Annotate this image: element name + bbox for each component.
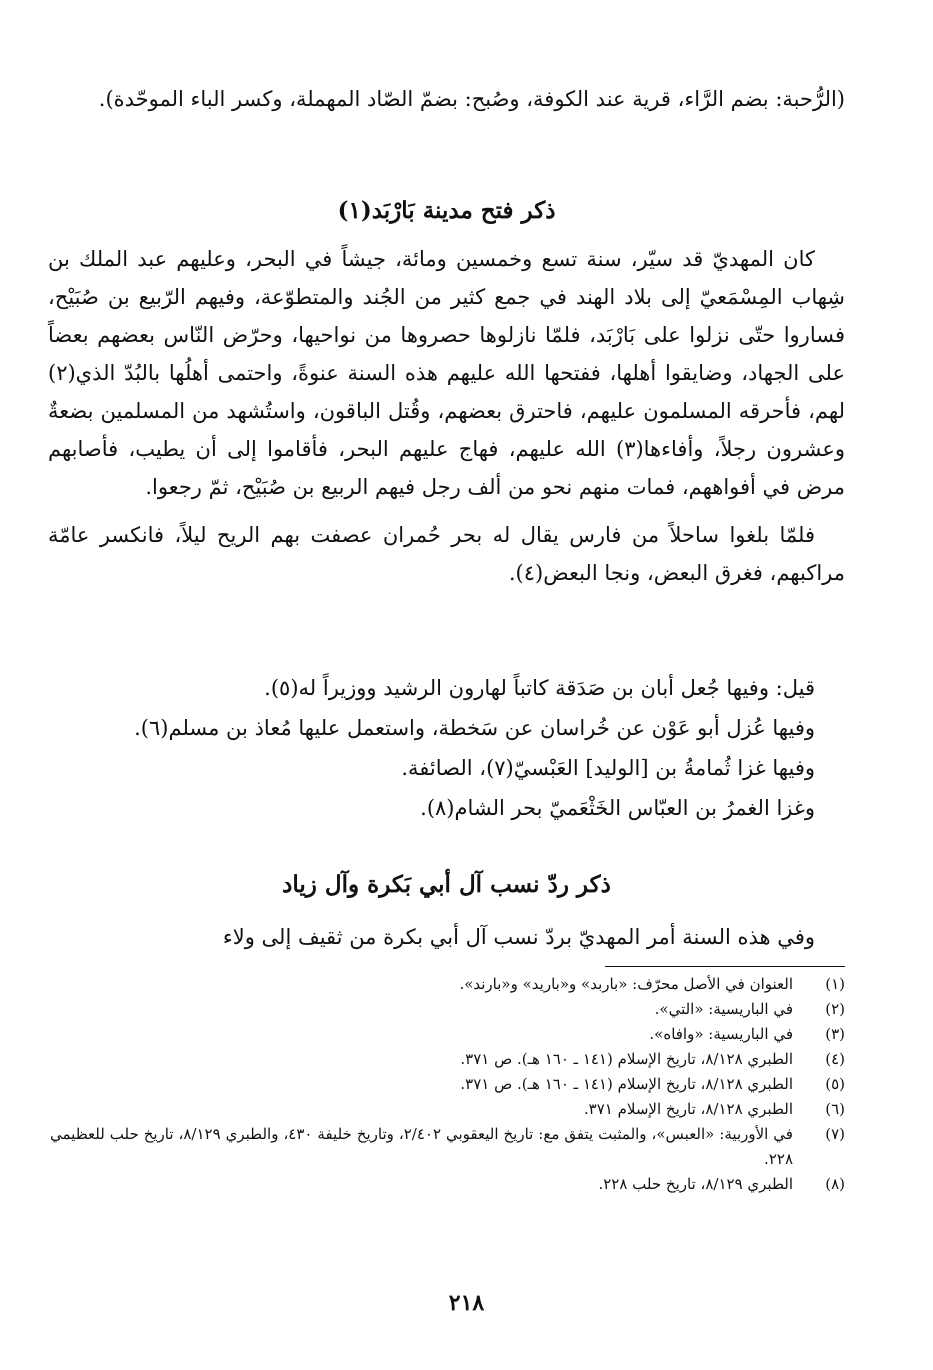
footnote <box>50 1172 845 1197</box>
footnote-number: (٨) <box>825 1175 845 1193</box>
section-heading-barbad: ذكر فتح مدينة بَارْبَد(١) <box>337 197 556 224</box>
paragraph: وفي هذه السنة أمر المهديّ بردّ نسب آل أبي بكرة من ثقيف إلى ولاء <box>222 925 815 949</box>
paragraph: كان المهديّ قد سيّر، سنة تسع وخمسين ومائة، جيشاً في البحر، وعليهم عبد الملك بن شِهاب المِسْمَعيّ إلى بلاد الهند في جمع كثير من الجُند والمتطوّعة، وفيهم الرّبيع بن صُبَيْح، فساروا حتّى نزلوا على بَارْبَد، فلمّا نازلوها حصروها من نواحيها، وحرّض النّاس بعضهم بعضاً على الجهاد، وضايقوا أهلها، ففتحها الله عليهم هذه السنة عنوةً، واحتمى أهلُها بالبُدّ الذي(٢) لهم، فأحرقه المسلمون عليهم، فاحترق بعضهم، وقُتل الباقون، واستُشهد من المسلمين بضعةٌ وعشرون رجلاً، وأفاءها(٣) الله عليهم، فهاج عليهم البحر، فأقاموا إلى أن يطيب، فأصابهم مرض في أفواههم، فمات منهم نحو من ألف رجل فيهم الربيع بن صُبَيْح، ثمّ رجعوا. <box>48 247 845 499</box>
footnote <box>50 1122 845 1172</box>
footnote <box>50 972 845 997</box>
section-body-lineage <box>48 918 845 956</box>
footnote-text: الطبري ٨/١٢٨، تاريخ الإسلام (١٤١ ـ ١٦٠ هـ). ص ٣٧١. <box>460 1075 793 1093</box>
event-line: قيل: وفيها جُعل أبان بن صَدَقة كاتباً لهارون الرشيد ووزيراً له(٥). <box>264 676 815 700</box>
events-list <box>48 668 845 828</box>
footnotes <box>50 972 845 1197</box>
footnote-text: الطبري ٨/١٢٨، تاريخ الإسلام ٣٧١. <box>583 1100 793 1118</box>
footnote-number: (٥) <box>825 1075 845 1093</box>
page-number: ٢١٨ <box>448 1290 485 1316</box>
footnote <box>50 1072 845 1097</box>
event-line: وفيها غزا ثُمامةُ بن [الوليد] العَبْسيّ(٧)، الصائفة. <box>401 756 815 780</box>
footnote-number: (٧) <box>825 1125 845 1143</box>
footnote-text: في الأوربية: «العبس»، والمثبت يتفق مع: تاريخ اليعقوبي ٢/٤٠٢، وتاريخ خليفة ٤٣٠، والطبري ٨/١٢٩، تاريخ حلب للعظيمي ٢٢٨. <box>50 1125 793 1168</box>
footnote-text: العنوان في الأصل محرّف: «باربد» و«باريد» و«بارند». <box>459 975 793 993</box>
paragraph: فلمّا بلغوا ساحلاً من فارس يقال له بحر حُمران عصفت بهم الريح ليلاً، فانكسر عامّة مراكبهم، فغرق البعض، ونجا البعض(٤). <box>48 523 845 585</box>
footnote-text: الطبري ٨/١٢٩، تاريخ حلب ٢٢٨. <box>598 1175 793 1193</box>
footnote-number: (٣) <box>825 1025 845 1043</box>
event-line: وغزا الغمرُ بن العبّاس الخَثْعَميّ بحر الشام(٨). <box>420 796 815 820</box>
footnote-number: (٤) <box>825 1050 845 1068</box>
intro-text: (الرُّحبة: بضم الرَّاء، قرية عند الكوفة، وصُبح: بضمّ الصّاد المهملة، وكسر الباء الموحّدة). <box>98 87 845 111</box>
footnote-text: في الباريسية: «التي». <box>654 1000 793 1018</box>
intro-paragraph <box>48 80 845 118</box>
footnote <box>50 1047 845 1072</box>
section-body-barbad <box>48 240 845 592</box>
event-line: وفيها عُزل أبو عَوْن عن خُراسان عن سَخطة، واستعمل عليها مُعاذ بن مسلم(٦). <box>134 716 815 740</box>
footnote-number: (٢) <box>825 1000 845 1018</box>
footnote-number: (١) <box>825 975 845 993</box>
section-heading-lineage: ذكر ردّ نسب آل أبي بَكرة وآل زياد <box>282 871 611 898</box>
footnote-text: في الباريسية: «وافاه». <box>649 1025 793 1043</box>
footnote-divider <box>605 966 845 967</box>
footnote <box>50 1097 845 1122</box>
footnote-number: (٦) <box>825 1100 845 1118</box>
footnote <box>50 1022 845 1047</box>
footnote <box>50 997 845 1022</box>
footnote-text: الطبري ٨/١٢٨، تاريخ الإسلام (١٤١ ـ ١٦٠ هـ). ص ٣٧١. <box>460 1050 793 1068</box>
